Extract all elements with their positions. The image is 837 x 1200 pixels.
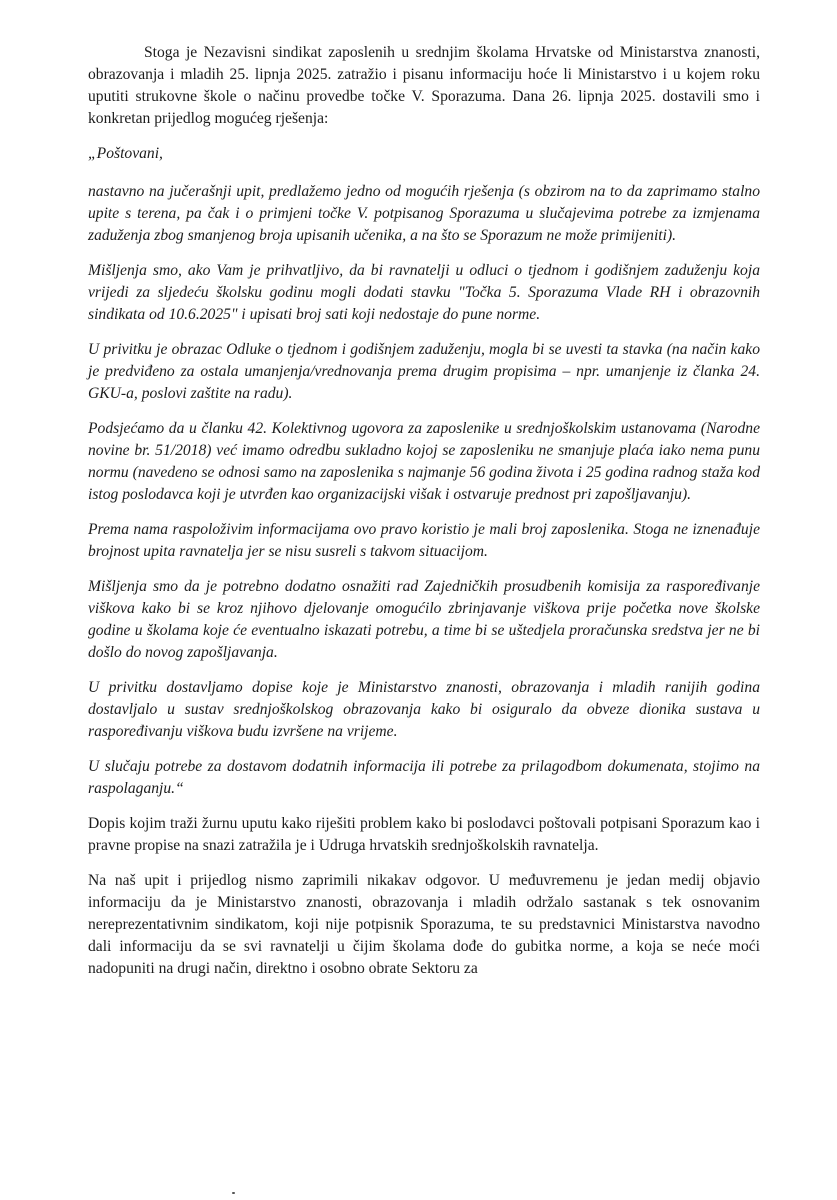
quoted-paragraph-3: U privitku je obrazac Odluke o tjednom i godišnjem zaduženju, mogla bi se uvesti ta stavka (na način kako je predviđeno za ostala umanjenja/vrednovanja prema drugim propisima – npr. umanjenje iz članka 24. GKU-a, poslovi zaštite na radu). xyxy=(88,341,760,402)
scan-speck xyxy=(232,1192,235,1194)
body-paragraph-1: Dopis kojim traži žurnu uputu kako riješiti problem kako bi poslodavci poštovali potpisani Sporazum kao i pravne propise na snazi zatražila je i Udruga hrvatskih srednjoškolskih ravnatelja. xyxy=(88,815,760,854)
quoted-paragraph-7: U privitku dostavljamo dopise koje je Ministarstvo znanosti, obrazovanja i mladih ranijih godina dostavljalo u sustav srednjoškolskog obrazovanja kako bi osiguralo da obveze dionika sustava u raspoređivanju viškova budu izvršene na vrijeme. xyxy=(88,679,760,740)
body-paragraph-2: Na naš upit i prijedlog nismo zaprimili nikakav odgovor. U međuvremenu je jedan medij objavio informaciju da je Ministarstvo znanosti, obrazovanja i mladih održalo sastanak s tek osnovanim nereprezentativnim sindikatom, koji nije potpisnik Sporazuma, te su predstavnici Ministarstva navodno dali informaciju da se svi ravnatelji u čijim školama dođe do gubitka norme, a koja se neće moći nadopuniti na drugi način, direktno i osobno obrate Sektoru za xyxy=(88,872,760,977)
quoted-paragraph-6: Mišljenja smo da je potrebno dodatno osnažiti rad Zajedničkih prosudbenih komisija za raspoređivanje viškova kako bi se kroz njihovo djelovanje omogućilo zbrinjavanje viškova prije početka nove školske godine u školama koje će eventualno iskazati potrebu, a time bi se uštedjela proračunska sredstva jer ne bi došlo do novog zapošljavanja. xyxy=(88,578,760,661)
intro-paragraph: Stoga je Nezavisni sindikat zaposlenih u srednjim školama Hrvatske od Ministarstva znanosti, obrazovanja i mladih 25. lipnja 2025. zatražio i pisanu informaciju hoće li Ministarstvo i u kojem roku uputiti strukovne škole o načinu provedbe točke V. Sporazuma. Dana 26. lipnja 2025. dostavili smo i konkretan prijedlog mogućeg rješenja: xyxy=(88,44,760,127)
letter-salutation: „Poštovani, xyxy=(88,145,163,162)
document-page xyxy=(88,42,760,993)
quoted-paragraph-1: nastavno na jučerašnji upit, predlažemo jedno od mogućih rješenja (s obzirom na to da zaprimamo stalno upite s terena, pa čak i o primjeni točke V. potpisanog Sporazuma u slučajevima potrebe za izmjenama zaduženja zbog smanjenog broja upisanih učenika, a na što se Sporazum ne može primijeniti). xyxy=(88,183,760,244)
quoted-closing: U slučaju potrebe za dostavom dodatnih informacija ili potrebe za prilagodbom dokumenata, stojimo na raspolaganju.“ xyxy=(88,758,760,797)
quoted-paragraph-4: Podsjećamo da u članku 42. Kolektivnog ugovora za zaposlenike u srednjoškolskim ustanovama (Narodne novine br. 51/2018) već imamo odredbu sukladno kojoj se zaposleniku ne smanjuje plaća iako nema punu normu (navedeno se odnosi samo na zaposlenika s najmanje 56 godina života i 25 godina radnog staža kod istog poslodavca koji je utvrđen kao organizacijski višak i ostvaruje prednost pri zapošljavanju). xyxy=(88,420,760,503)
quoted-paragraph-5: Prema nama raspoloživim informacijama ovo pravo koristio je mali broj zaposlenika. Stoga ne iznenađuje brojnost upita ravnatelja jer se nisu susreli s takvom situacijom. xyxy=(88,521,760,560)
quoted-paragraph-2: Mišljenja smo, ako Vam je prihvatljivo, da bi ravnatelji u odluci o tjednom i godišnjem zaduženju koja vrijedi za sljedeću školsku godinu mogli dodati stavku "Točka 5. Sporazuma Vlade RH i obrazovnih sindikata od 10.6.2025" i upisati broj sati koji nedostaje do pune norme. xyxy=(88,262,760,323)
